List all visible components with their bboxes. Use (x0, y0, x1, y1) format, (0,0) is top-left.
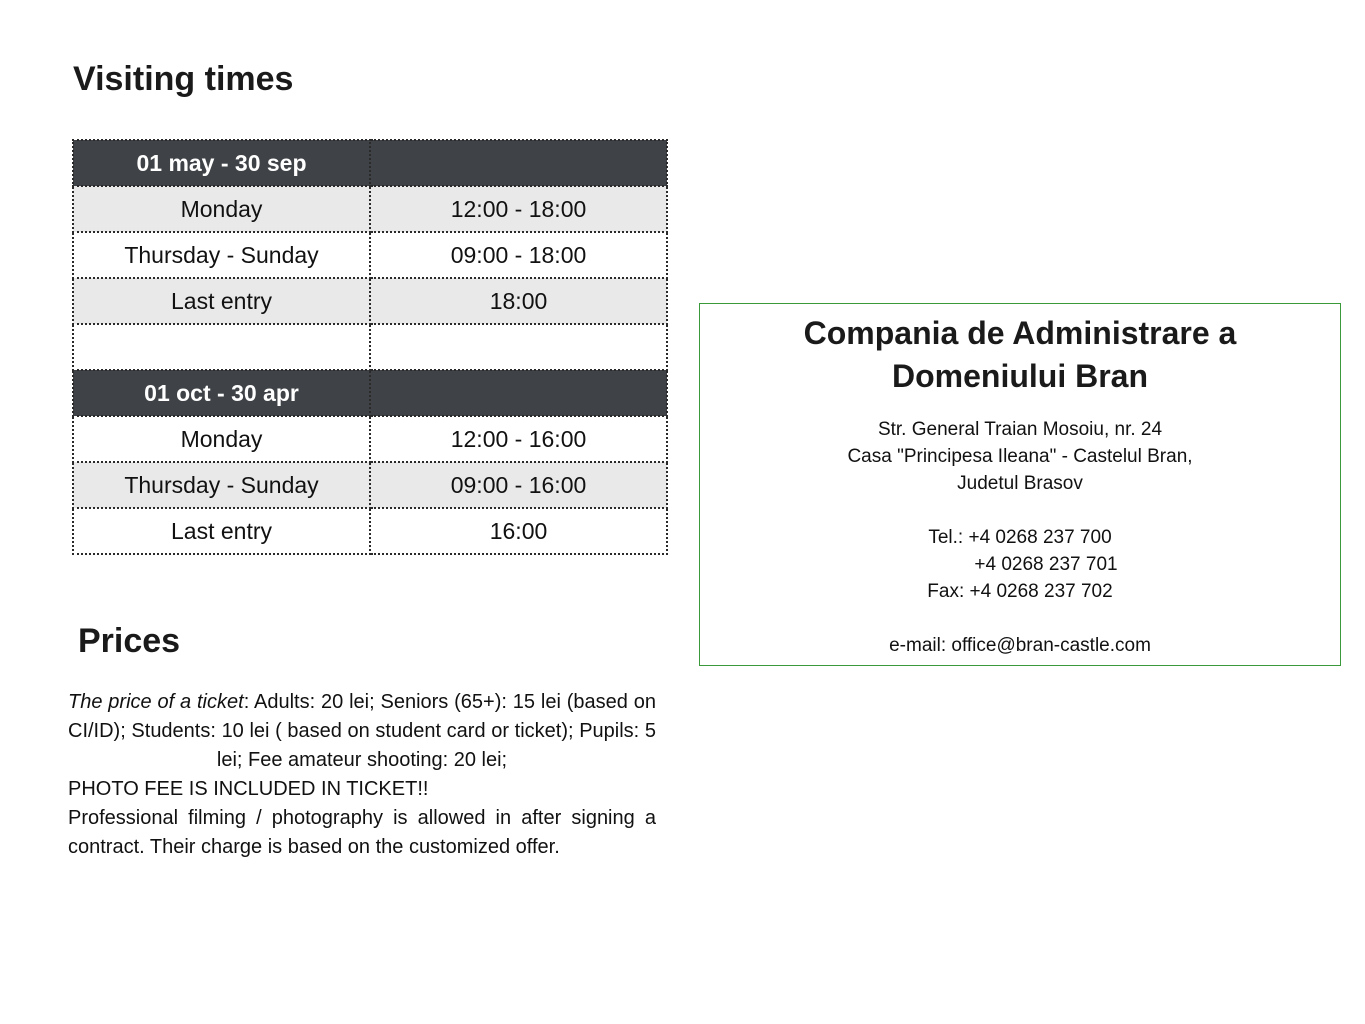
email[interactable]: e-mail: office@bran-castle.com (889, 635, 1151, 656)
table-row-empty (73, 324, 667, 370)
time-cell: 12:00 - 18:00 (370, 186, 667, 232)
fax: Fax: +4 0268 237 702 (927, 581, 1113, 602)
company-name (700, 312, 1340, 398)
ticket-price-details: : Adults: 20 lei; Seniors (65+): 15 lei (based on CI/ID); Students: 10 lei ( based on student card or ticket); Pupils: 5 lei; Fee amateur shooting: 20 lei; (68, 691, 656, 771)
telephone-2: +4 0268 237 701 (974, 554, 1118, 575)
period-header-empty (370, 140, 667, 186)
empty-cell (370, 324, 667, 370)
time-cell: 12:00 - 16:00 (370, 416, 667, 462)
photo-fee-note: PHOTO FEE IS INCLUDED IN TICKET!! (68, 778, 429, 800)
address-line1: Str. General Traian Mosoiu, nr. 24 (877, 419, 1163, 440)
address-line2: Casa "Principesa Ileana" - Castelul Bran, (847, 446, 1193, 467)
day-cell: Last entry (73, 508, 370, 554)
period-header-empty (370, 370, 667, 416)
phone-block (700, 524, 1340, 605)
table-row (73, 278, 667, 324)
table-header-row (73, 370, 667, 416)
visiting-hours-table (72, 139, 668, 555)
company-name-line1: Compania de Administrare a (803, 315, 1237, 351)
ticket-price-label: The price of a ticket (68, 691, 244, 713)
professional-filming-note: Professional filming / photography is allowed in after signing a contract. Their charge is based on the customized offer. (68, 807, 656, 858)
ticket-price-paragraph (68, 688, 656, 775)
time-cell: 16:00 (370, 508, 667, 554)
table-row (73, 462, 667, 508)
address-line3: Judetul Brasov (957, 473, 1083, 494)
company-name-line2: Domeniului Bran (891, 358, 1148, 394)
time-cell: 09:00 - 16:00 (370, 462, 667, 508)
empty-cell (73, 324, 370, 370)
day-cell: Monday (73, 186, 370, 232)
time-cell: 09:00 - 18:00 (370, 232, 667, 278)
prices-description (68, 688, 656, 862)
period-header: 01 may - 30 sep (73, 140, 370, 186)
address (700, 416, 1340, 497)
table-row (73, 186, 667, 232)
day-cell: Last entry (73, 278, 370, 324)
day-cell: Monday (73, 416, 370, 462)
visiting-times-title: Visiting times (73, 60, 294, 98)
table-row (73, 508, 667, 554)
time-cell: 18:00 (370, 278, 667, 324)
day-cell: Thursday - Sunday (73, 232, 370, 278)
day-cell: Thursday - Sunday (73, 462, 370, 508)
prices-title: Prices (78, 622, 181, 660)
table-row (73, 416, 667, 462)
table-header-row (73, 140, 667, 186)
period-header: 01 oct - 30 apr (73, 370, 370, 416)
contact-box (699, 303, 1341, 666)
table-row (73, 232, 667, 278)
telephone-1: Tel.: +4 0268 237 700 (928, 527, 1112, 548)
